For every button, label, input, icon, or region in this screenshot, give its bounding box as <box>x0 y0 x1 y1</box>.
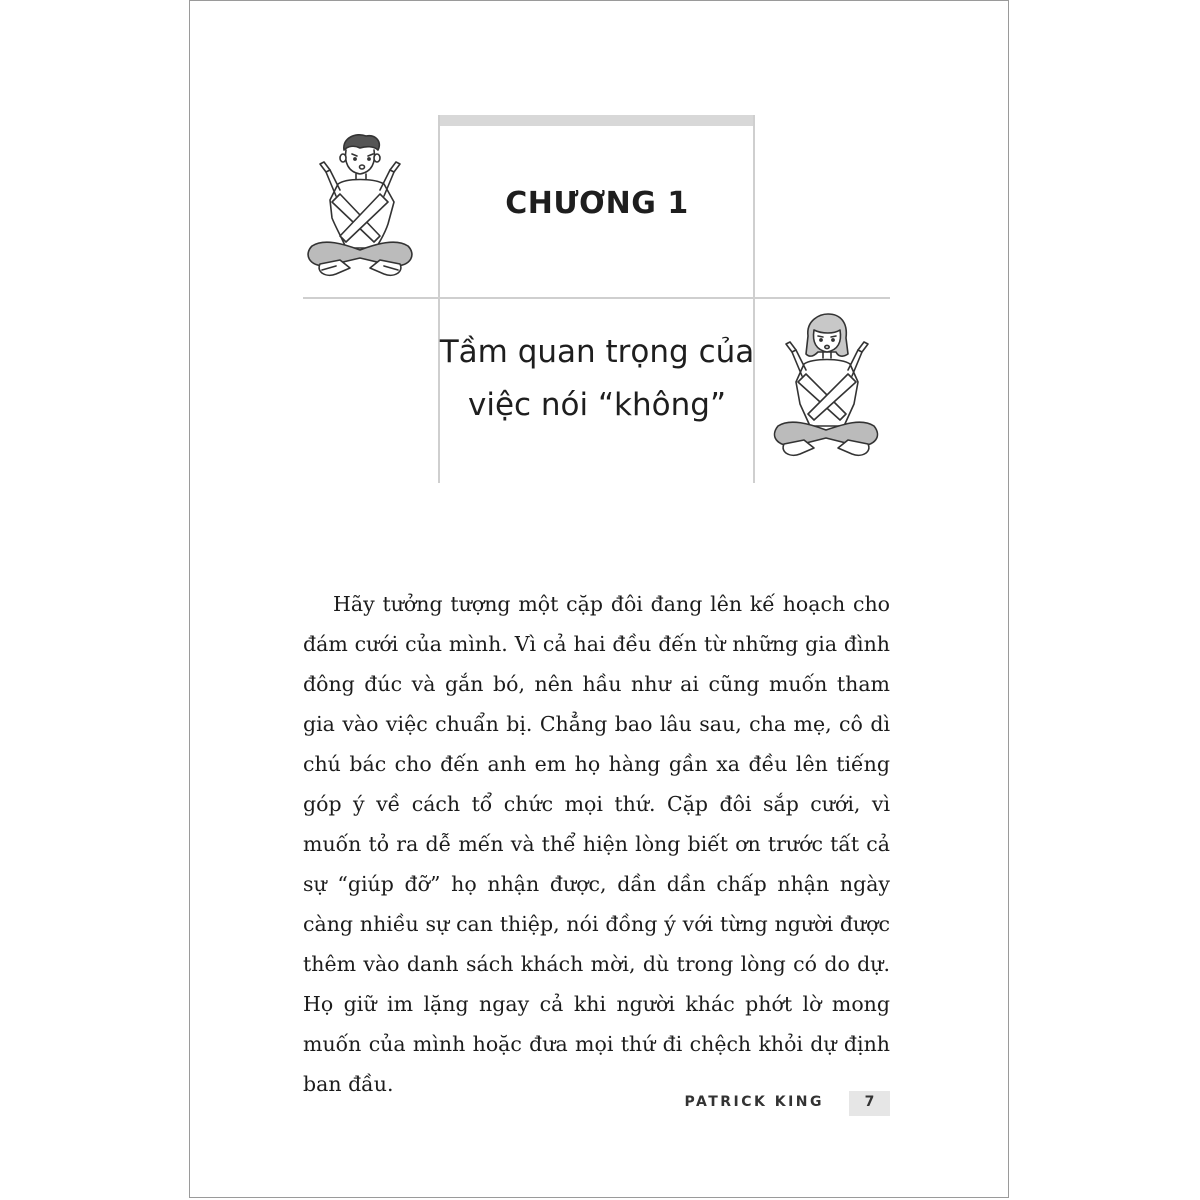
body-paragraph: Hãy tưởng tượng một cặp đôi đang lên kế hoạch cho đám cưới của mình. Vì cả hai đều đến từ những gia đình đông đúc và gắn bó, nên hầu như ai cũng muốn tham gia vào việc chuẩn bị. Chẳng bao lâu sau, cha mẹ, cô dì chú bác cho đến anh em họ hàng gần xa đều lên tiếng góp ý về cách tổ chức mọi thứ. Cặp đôi sắp cưới, vì muốn tỏ ra dễ mến và thể hiện lòng biết ơn trước tất cả sự “giúp đỡ” họ nhận được, dần dần chấp nhận ngày càng nhiều sự can thiệp, nói đồng ý với từng người được thêm vào danh sách khách mời, dù trong lòng có do dự. Họ giữ im lặng ngay cả khi người khác phớt lờ mong muốn của mình hoặc đưa mọi thứ đi chệch khỏi dự định ban đầu. <box>303 592 890 1096</box>
woman-crossing-arms-icon <box>770 312 882 464</box>
man-crossing-arms-icon <box>296 132 424 284</box>
page-number-badge <box>849 1091 890 1116</box>
horizontal-rule <box>303 297 890 299</box>
chapter-title: Tầm quan trọng của việc nói “không” <box>439 334 755 423</box>
running-footer-author: PATRICK KING <box>684 1094 824 1110</box>
header-bar <box>439 115 755 126</box>
page-number: 7 <box>864 1094 875 1110</box>
chapter-label: CHƯƠNG 1 <box>505 186 689 221</box>
